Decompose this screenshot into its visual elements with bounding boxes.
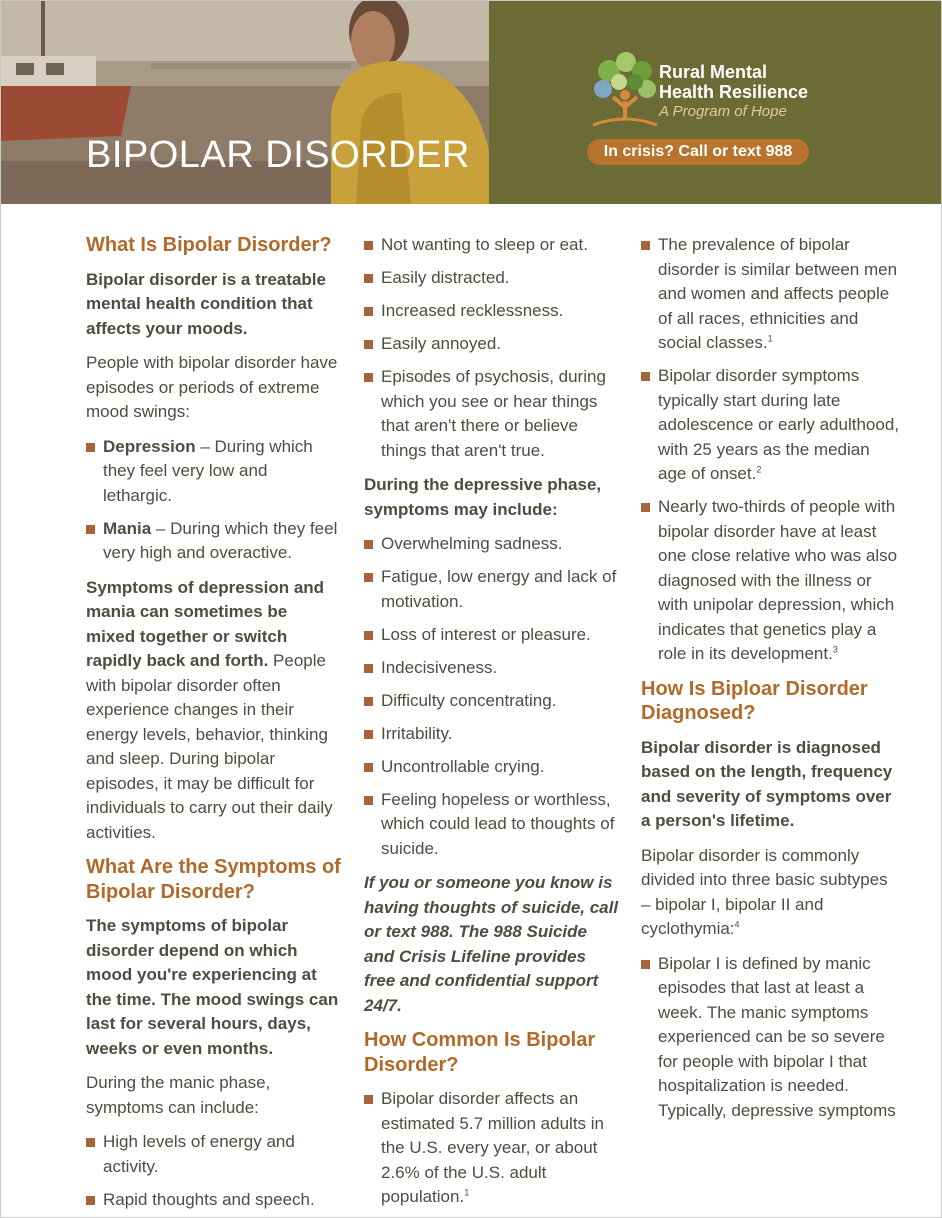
list-text: Nearly two-thirds of people with bipolar disorder have at least one close relative who was also diagnosed with the illness or with unipolar depression, which indicates that genetics play a role in its development. <box>658 497 898 663</box>
list-item <box>364 1087 619 1210</box>
crisis-call-button[interactable]: In crisis? Call or text 988 <box>587 139 809 165</box>
mixed-lead: Symptoms of depression and mania can sometimes be mixed together or switch rapidly back and forth. <box>86 577 325 670</box>
footnote-ref: 1 <box>767 333 773 344</box>
org-name <box>659 62 808 102</box>
prevalence-list-continued <box>641 233 901 667</box>
paragraph-what: People with bipolar disorder have episodes or periods of extreme mood swings: <box>86 353 338 421</box>
term-mania: Mania <box>103 518 152 538</box>
mood-list <box>86 435 341 566</box>
paragraph-what-lead: Bipolar disorder is a treatable mental health condition that affects your moods. <box>86 269 326 338</box>
mania-text: – During which they feel very high and overactive. <box>103 518 338 562</box>
column-2 <box>364 233 619 1218</box>
list-text: The prevalence of bipolar disorder is similar between men and women and affects people of all races, ethnicities and social classes. <box>658 235 898 352</box>
list-item: Uncontrollable crying. <box>364 755 619 780</box>
crisis-note: If you or someone you know is having thoughts of suicide, call or text 988. The 988 Suicide and Crisis Lifeline provides free and confidential support 24/7. <box>364 873 619 1015</box>
paragraph-diagnosed <box>641 844 901 942</box>
list-item: Not wanting to sleep or eat. <box>364 233 619 258</box>
list-item: Difficulty concentrating. <box>364 689 619 714</box>
column-1 <box>86 233 341 1218</box>
footnote-ref: 4 <box>734 919 740 930</box>
heading-what-is: What Is Bipolar Disorder? <box>86 234 332 256</box>
org-name-line1: Rural Mental <box>659 62 768 82</box>
page-title: BIPOLAR DISORDER <box>86 134 470 176</box>
list-item: Loss of interest or pleasure. <box>364 623 619 648</box>
list-item: Fatigue, low energy and lack of motivation. <box>364 565 619 614</box>
list-item: High levels of energy and activity. <box>86 1130 341 1179</box>
paragraph-diagnosed-lead: Bipolar disorder is diagnosed based on the length, frequency and severity of symptoms over a person's lifetime. <box>641 737 893 830</box>
list-item <box>86 517 341 566</box>
diag-text: Bipolar disorder is commonly divided into three basic subtypes – bipolar I, bipolar II and cyclothymia: <box>641 845 888 938</box>
list-item: Indecisiveness. <box>364 656 619 681</box>
subtypes-list <box>641 952 901 1124</box>
brand-panel <box>489 1 941 204</box>
footnote-ref: 3 <box>832 644 838 655</box>
list-item: Feeling hopeless or worthless, which could lead to thoughts of suicide. <box>364 788 619 862</box>
prevalence-text: Bipolar disorder affects an estimated 5.7 million adults in the U.S. every year, or about 2.6% of the U.S. adult population. <box>381 1089 605 1206</box>
depression-text: – During which they feel very low and lethargic. <box>103 436 313 505</box>
list-item <box>641 233 901 356</box>
heading-diagnosed: How Is Biploar Disorder Diagnosed? <box>641 677 868 724</box>
list-item: Bipolar I is defined by manic episodes that last at least a week. The manic symptoms experienced can be so severe for people with bipolar I that hospitalization is needed. Typically, depressive symptoms <box>641 952 901 1124</box>
tree-logo-icon <box>589 49 661 129</box>
list-item: Increased recklessness. <box>364 299 619 324</box>
term-depression: Depression <box>103 436 196 456</box>
footnote-ref: 2 <box>756 464 762 475</box>
header-banner <box>1 1 941 204</box>
list-item: Easily annoyed. <box>364 332 619 357</box>
column-3 <box>641 233 901 1133</box>
list-item: Easily distracted. <box>364 266 619 291</box>
paragraph-depressive-intro: During the depressive phase, symptoms may include: <box>364 475 602 519</box>
list-item <box>641 495 901 667</box>
manic-list <box>86 1130 341 1212</box>
list-item: Rapid thoughts and speech. <box>86 1188 341 1213</box>
depressive-list <box>364 532 619 861</box>
manic-list-continued <box>364 233 619 463</box>
paragraph-manic-intro: During the manic phase, symptoms can include: <box>86 1073 271 1117</box>
hero-photo <box>1 1 489 204</box>
heading-how-common: How Common Is Bipolar Disorder? <box>364 1029 596 1076</box>
list-item <box>641 364 901 487</box>
prevalence-list <box>364 1087 619 1210</box>
heading-symptoms: What Are the Symptoms of Bipolar Disorder? <box>86 856 341 903</box>
list-text: Bipolar disorder symptoms typically start during late adolescence or early adulthood, with 25 years as the median age of onset. <box>658 366 899 483</box>
paragraph-symptoms-lead: The symptoms of bipolar disorder depend on which mood you're experiencing at the time. The mood swings can last for several hours, days, weeks or even months. <box>86 916 339 1058</box>
list-item: Irritability. <box>364 722 619 747</box>
list-item: Episodes of psychosis, during which you see or hear things that aren't there or believe things that aren't true. <box>364 365 619 463</box>
footnote-ref: 1 <box>464 1187 470 1198</box>
list-item <box>86 435 341 509</box>
mixed-text: People with bipolar disorder often experience changes in their energy levels, behavior, thinking and sleep. During bipolar episodes, it may be difficult for individuals to carry out their daily activities. <box>86 651 333 842</box>
list-item: Overwhelming sadness. <box>364 532 619 557</box>
paragraph-mixed <box>86 576 341 846</box>
org-name-line2: Health Resilience <box>659 82 809 102</box>
org-tagline: A Program of Hope <box>659 103 787 120</box>
